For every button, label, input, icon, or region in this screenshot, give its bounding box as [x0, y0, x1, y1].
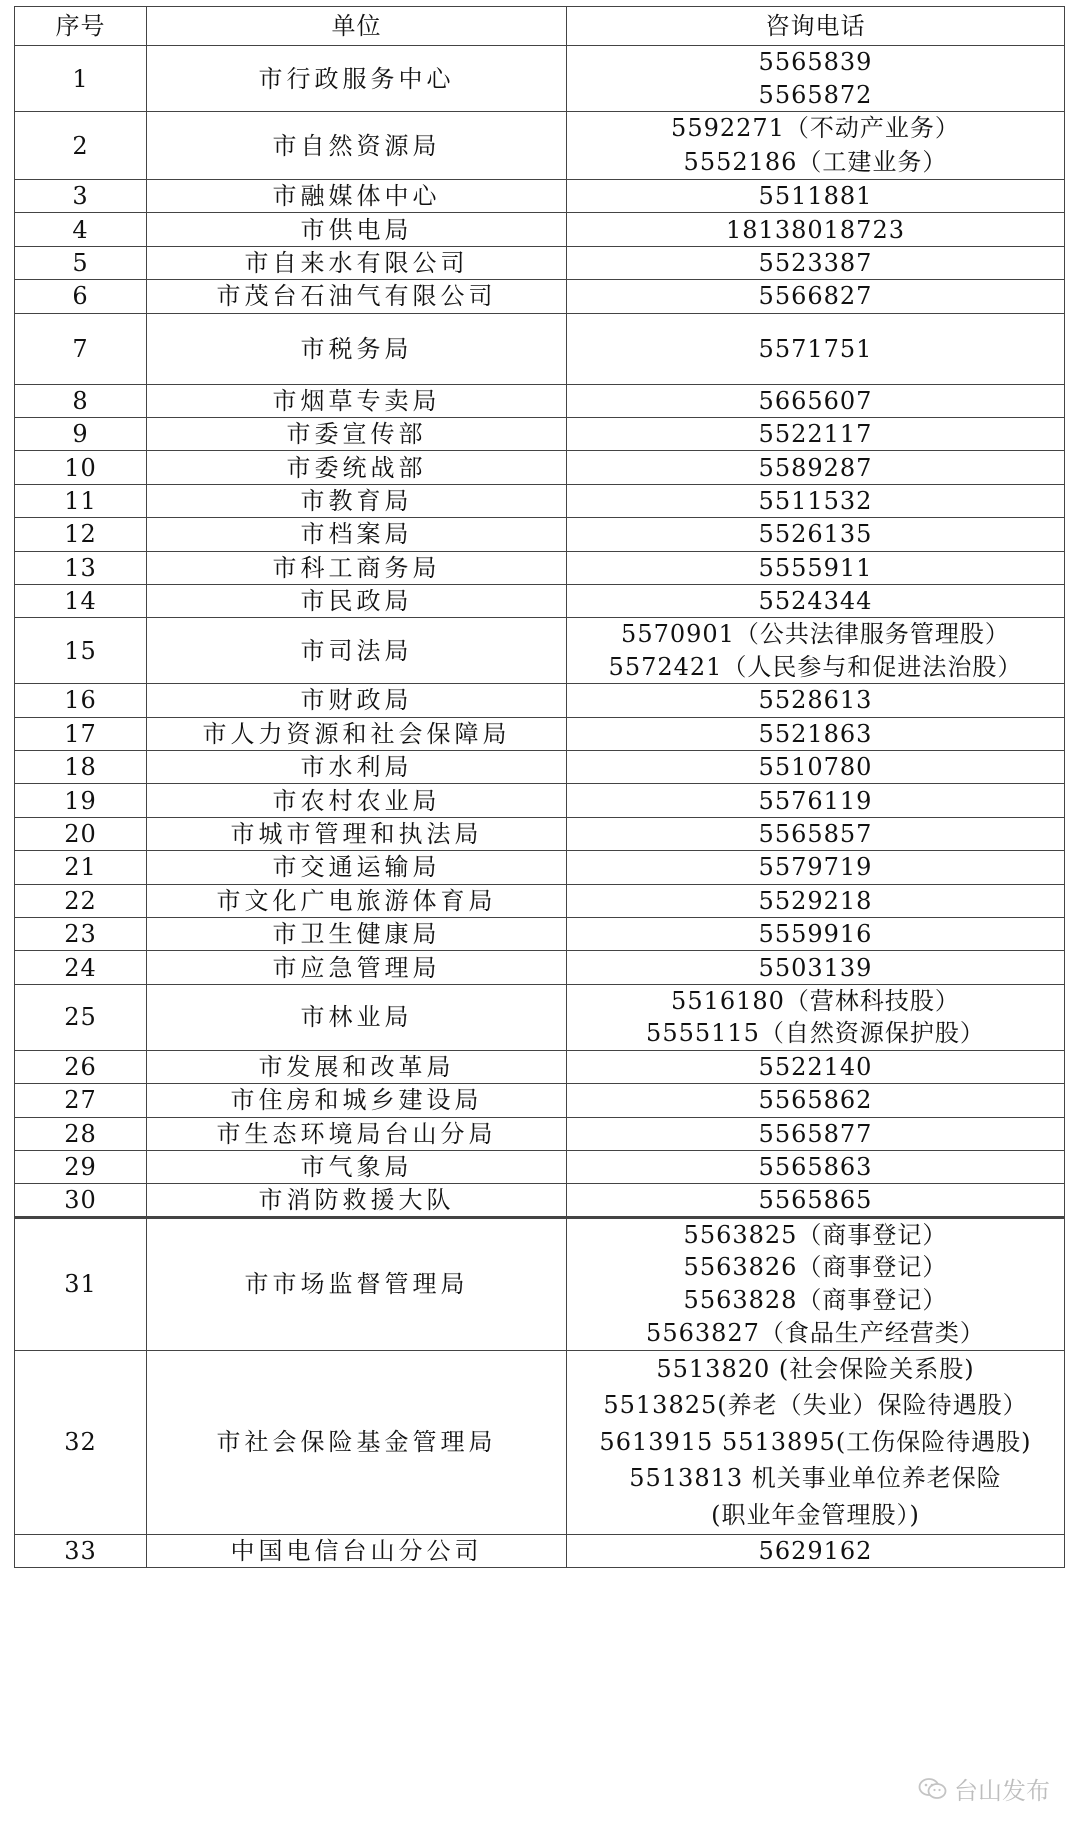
table-row	[15, 246, 1065, 279]
row-unit: 市税务局	[147, 313, 567, 384]
row-index: 8	[15, 384, 147, 417]
row-index: 10	[15, 451, 147, 484]
row-index: 22	[15, 884, 147, 917]
row-unit: 市应急管理局	[147, 951, 567, 984]
wechat-icon	[918, 1777, 948, 1801]
row-unit: 市住房和城乡建设局	[147, 1084, 567, 1117]
row-unit: 市民政局	[147, 584, 567, 617]
phone-number: 5565865	[758, 1186, 873, 1215]
row-unit: 市市场监督管理局	[147, 1217, 567, 1350]
row-index: 4	[15, 213, 147, 246]
phone-number: 5613915 5513895(工伤保险待遇股)	[599, 1427, 1032, 1456]
row-unit: 市司法局	[147, 618, 567, 684]
row-phones	[567, 280, 1065, 313]
row-phones	[567, 851, 1065, 884]
row-phones	[567, 1084, 1065, 1117]
row-phones	[567, 180, 1065, 213]
header-index: 序号	[15, 7, 147, 46]
table-row	[15, 717, 1065, 750]
row-index: 5	[15, 246, 147, 279]
phone-number: 5565872	[758, 80, 873, 109]
table-row	[15, 1184, 1065, 1217]
table-row	[15, 918, 1065, 951]
row-phones	[567, 1150, 1065, 1183]
phone-number: 5524344	[758, 587, 873, 616]
row-unit: 市自然资源局	[147, 112, 567, 180]
row-unit: 市委统战部	[147, 451, 567, 484]
table-row	[15, 618, 1065, 684]
table-row	[15, 313, 1065, 384]
document-page	[14, 6, 1064, 1568]
row-index: 12	[15, 518, 147, 551]
table-row	[15, 417, 1065, 450]
row-index: 18	[15, 751, 147, 784]
phone-number: 5565857	[758, 820, 873, 849]
row-unit: 市气象局	[147, 1150, 567, 1183]
row-index: 20	[15, 817, 147, 850]
table-row	[15, 784, 1065, 817]
row-unit: 中国电信台山分公司	[147, 1534, 567, 1567]
phone-number: 5629162	[758, 1536, 873, 1565]
row-index: 28	[15, 1117, 147, 1150]
row-index: 21	[15, 851, 147, 884]
table-row	[15, 484, 1065, 517]
row-unit: 市交通运输局	[147, 851, 567, 884]
phone-number: 5570901（公共法律服务管理股）	[621, 620, 1010, 649]
phone-number: 5572421（人民参与和促进法治股）	[608, 652, 1023, 681]
row-unit: 市财政局	[147, 684, 567, 717]
table-header-row	[15, 7, 1065, 46]
table-row	[15, 46, 1065, 112]
contact-table	[14, 6, 1065, 1568]
phone-number: 5563825（商事登记）	[683, 1220, 948, 1249]
row-phones	[567, 951, 1065, 984]
row-phones	[567, 1050, 1065, 1083]
phone-number: (职业年金管理股）)	[711, 1500, 920, 1529]
row-index: 16	[15, 684, 147, 717]
row-phones	[567, 46, 1065, 112]
table-row	[15, 751, 1065, 784]
row-index: 31	[15, 1217, 147, 1350]
row-unit: 市自来水有限公司	[147, 246, 567, 279]
table-row	[15, 551, 1065, 584]
row-index: 19	[15, 784, 147, 817]
phone-number: 5576119	[758, 786, 873, 815]
row-unit: 市人力资源和社会保障局	[147, 717, 567, 750]
row-phones	[567, 751, 1065, 784]
table-row	[15, 817, 1065, 850]
table-row	[15, 851, 1065, 884]
row-phones	[567, 551, 1065, 584]
table-row	[15, 213, 1065, 246]
phone-number: 5579719	[758, 853, 873, 882]
table-row	[15, 684, 1065, 717]
phone-number: 5552186（工建业务）	[683, 147, 948, 176]
phone-number: 5565863	[758, 1153, 873, 1182]
watermark	[918, 1771, 1050, 1806]
watermark-text: 台山发布	[954, 1777, 1050, 1805]
phone-number: 5522140	[758, 1053, 873, 1081]
phone-number: 5526135	[758, 520, 873, 549]
row-index: 14	[15, 584, 147, 617]
row-phones	[567, 884, 1065, 917]
phone-number: 5555115（自然资源保护股）	[646, 1019, 985, 1048]
phone-number: 5503139	[758, 953, 873, 982]
row-phones	[567, 717, 1065, 750]
row-phones	[567, 1350, 1065, 1534]
phone-number: 18138018723	[726, 215, 905, 244]
row-phones	[567, 1217, 1065, 1350]
row-index: 11	[15, 484, 147, 517]
row-index: 24	[15, 951, 147, 984]
row-index: 29	[15, 1150, 147, 1183]
row-phones	[567, 918, 1065, 951]
row-unit: 市城市管理和执法局	[147, 817, 567, 850]
phone-number: 5522117	[758, 420, 873, 449]
table-row	[15, 112, 1065, 180]
row-index: 7	[15, 313, 147, 384]
row-index: 33	[15, 1534, 147, 1567]
row-phones	[567, 417, 1065, 450]
phone-number: 5555911	[758, 553, 873, 582]
row-index: 23	[15, 918, 147, 951]
row-unit: 市生态环境局台山分局	[147, 1117, 567, 1150]
row-index: 3	[15, 180, 147, 213]
header-phone: 咨询电话	[567, 7, 1065, 46]
row-index: 13	[15, 551, 147, 584]
row-phones	[567, 784, 1065, 817]
row-unit: 市科工商务局	[147, 551, 567, 584]
phone-number: 5592271（不动产业务）	[671, 114, 960, 142]
row-phones	[567, 518, 1065, 551]
row-unit: 市委宣传部	[147, 417, 567, 450]
row-unit: 市林业局	[147, 984, 567, 1050]
phone-number: 5510780	[758, 753, 873, 782]
phone-number: 5589287	[758, 453, 873, 482]
table-row	[15, 518, 1065, 551]
table-row	[15, 280, 1065, 313]
phone-number: 5565862	[758, 1086, 873, 1115]
row-unit: 市卫生健康局	[147, 918, 567, 951]
phone-number: 5513813 机关事业单位养老保险	[629, 1464, 1002, 1493]
row-unit: 市社会保险基金管理局	[147, 1350, 567, 1534]
table-row	[15, 1150, 1065, 1183]
row-index: 26	[15, 1050, 147, 1083]
phone-number: 5528613	[758, 686, 873, 715]
row-phones	[567, 584, 1065, 617]
phone-number: 5571751	[758, 334, 873, 363]
phone-number: 5523387	[758, 248, 873, 277]
row-index: 1	[15, 46, 147, 112]
row-phones	[567, 213, 1065, 246]
phone-number: 5513825(养老（失业）保险待遇股）	[603, 1391, 1028, 1420]
row-index: 25	[15, 984, 147, 1050]
row-phones	[567, 112, 1065, 180]
row-unit: 市消防救援大队	[147, 1184, 567, 1217]
phone-number: 5511881	[758, 182, 873, 211]
row-index: 17	[15, 717, 147, 750]
row-unit: 市农村农业局	[147, 784, 567, 817]
row-unit: 市档案局	[147, 518, 567, 551]
phone-number: 5665607	[758, 386, 873, 415]
row-phones	[567, 484, 1065, 517]
phone-number: 5565839	[758, 48, 873, 76]
row-index: 30	[15, 1184, 147, 1217]
phone-number: 5521863	[758, 719, 873, 748]
row-phones	[567, 618, 1065, 684]
row-index: 27	[15, 1084, 147, 1117]
row-index: 2	[15, 112, 147, 180]
row-unit: 市发展和改革局	[147, 1050, 567, 1083]
phone-number: 5511532	[758, 486, 873, 515]
phone-number: 5559916	[758, 920, 873, 949]
row-phones	[567, 384, 1065, 417]
table-row	[15, 1217, 1065, 1350]
phone-number: 5563828（商事登记）	[683, 1286, 948, 1315]
row-unit: 市水利局	[147, 751, 567, 784]
row-unit: 市茂台石油气有限公司	[147, 280, 567, 313]
table-row	[15, 1050, 1065, 1083]
row-phones	[567, 1117, 1065, 1150]
phone-number: 5566827	[758, 282, 873, 311]
row-unit: 市供电局	[147, 213, 567, 246]
phone-number: 5563827（食品生产经营类）	[646, 1318, 985, 1347]
row-phones	[567, 984, 1065, 1050]
row-phones	[567, 1184, 1065, 1217]
table-row	[15, 884, 1065, 917]
row-index: 6	[15, 280, 147, 313]
row-phones	[567, 313, 1065, 384]
table-row	[15, 1350, 1065, 1534]
table-row	[15, 1084, 1065, 1117]
phone-number: 5565877	[758, 1119, 873, 1148]
table-row	[15, 951, 1065, 984]
phone-number: 5513820 (社会保险关系股)	[656, 1354, 975, 1383]
phone-number: 5516180（营林科技股）	[671, 986, 960, 1015]
table-row	[15, 584, 1065, 617]
table-body	[15, 46, 1065, 1568]
row-index: 32	[15, 1350, 147, 1534]
table-row	[15, 1534, 1065, 1567]
row-phones	[567, 817, 1065, 850]
row-unit: 市文化广电旅游体育局	[147, 884, 567, 917]
row-phones	[567, 451, 1065, 484]
table-row	[15, 451, 1065, 484]
phone-number: 5529218	[758, 886, 873, 915]
row-phones	[567, 1534, 1065, 1567]
row-unit: 市烟草专卖局	[147, 384, 567, 417]
row-index: 9	[15, 417, 147, 450]
row-unit: 市行政服务中心	[147, 46, 567, 112]
table-row	[15, 984, 1065, 1050]
phone-number: 5563826（商事登记）	[683, 1253, 948, 1282]
row-phones	[567, 684, 1065, 717]
table-row	[15, 384, 1065, 417]
table-row	[15, 180, 1065, 213]
header-unit: 单位	[147, 7, 567, 46]
row-phones	[567, 246, 1065, 279]
row-index: 15	[15, 618, 147, 684]
row-unit: 市融媒体中心	[147, 180, 567, 213]
row-unit: 市教育局	[147, 484, 567, 517]
table-row	[15, 1117, 1065, 1150]
